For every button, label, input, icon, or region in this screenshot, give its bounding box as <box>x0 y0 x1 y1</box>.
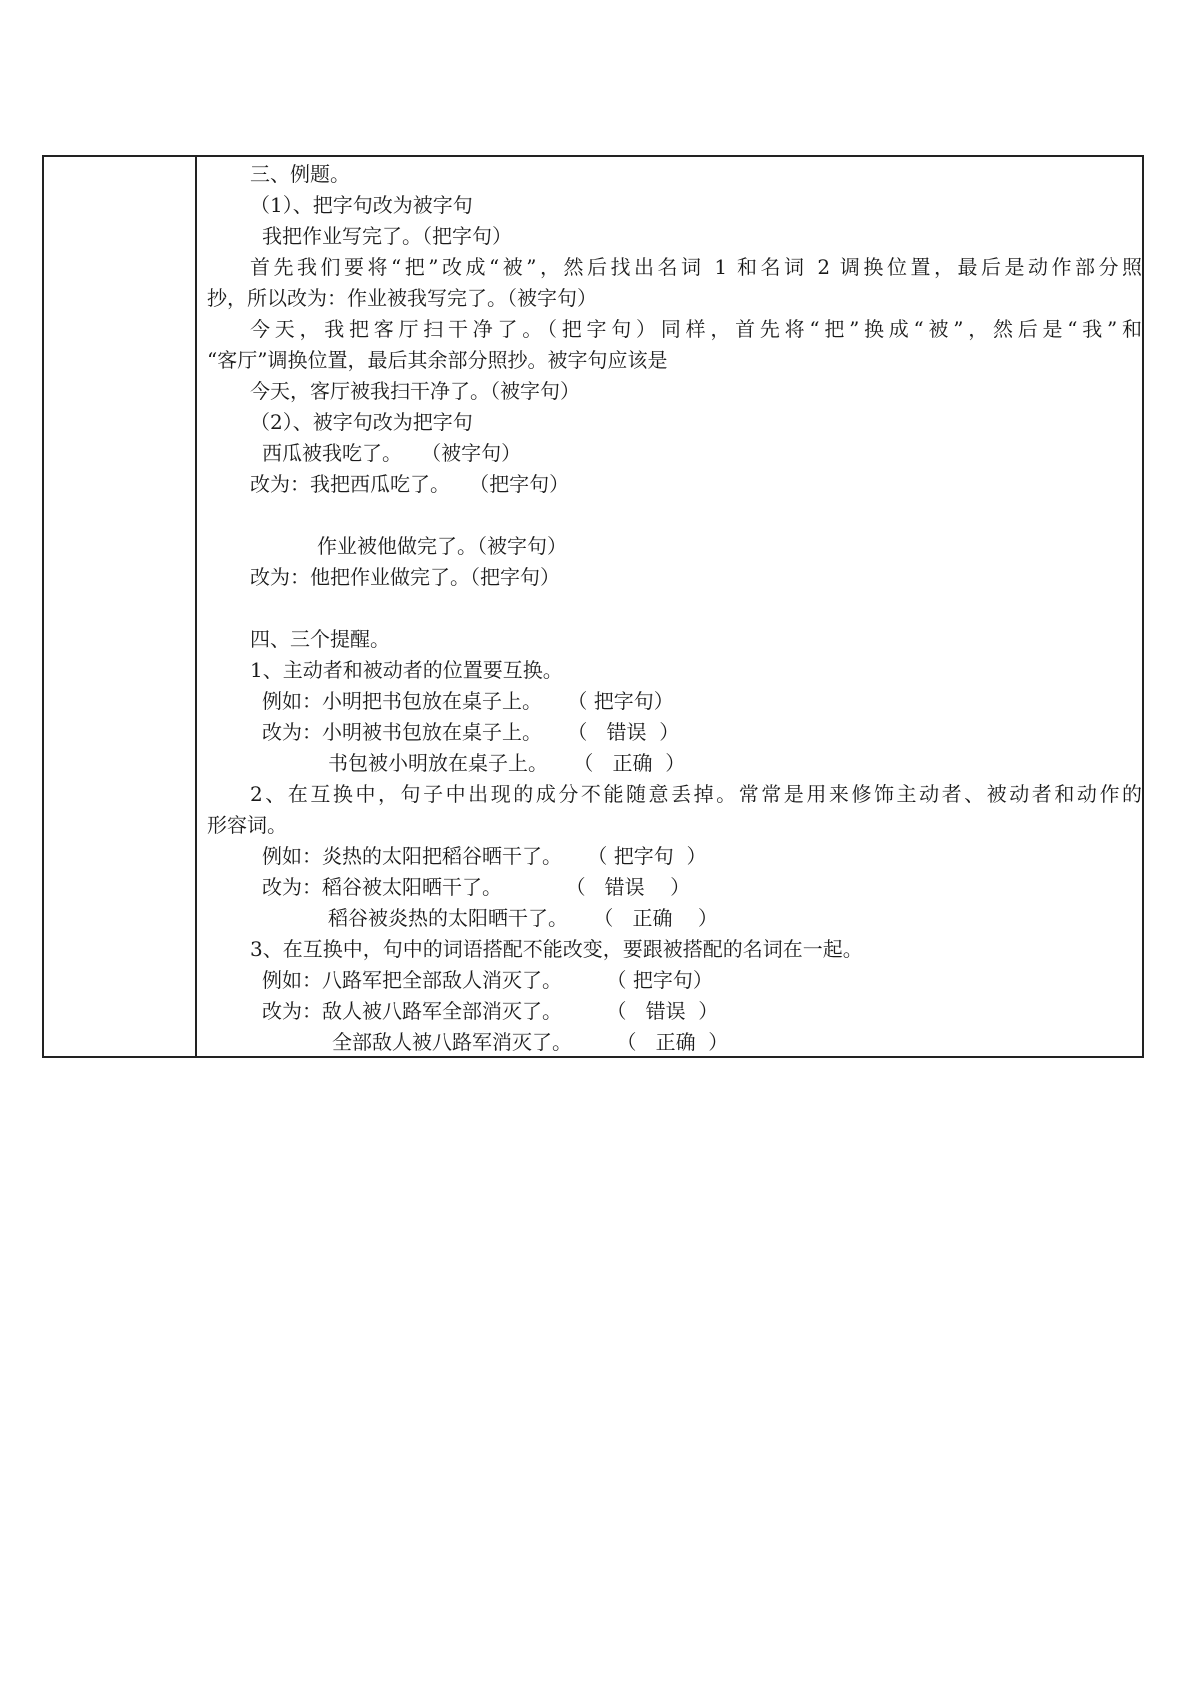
text-line: （1）、把字句改为被字句 <box>250 193 473 217</box>
text-line: 全部敌人被八路军消灭了。 （ 正确 ） <box>332 1030 729 1054</box>
text-line: 改为：我把西瓜吃了。 （把字句） <box>250 472 570 496</box>
text-line: 我把作业写完了。（把字句） <box>262 224 512 248</box>
text-line: 四、三个提醒。 <box>250 627 390 651</box>
text-line: 今天，我把客厅扫干净了。（把字句）同样，首先将“把”换成“被”，然后是“我”和 <box>250 317 1142 341</box>
text-line: 西瓜被我吃了。 （被字句） <box>262 441 522 465</box>
text-line: 2、在互换中，句子中出现的成分不能随意丢掉。常常是用来修饰主动者、被动者和动作的 <box>250 782 1142 806</box>
text-line: 首先我们要将“把”改成“被”，然后找出名词 1 和名词 2 调换位置，最后是动作部分照 <box>250 255 1142 279</box>
table-label-cell <box>44 157 197 1056</box>
text-line: 3、在互换中，句中的词语搭配不能改变，要跟被搭配的名词在一起。 <box>250 937 863 961</box>
text-line: 三、例题。 <box>250 162 350 186</box>
text-line: 改为：敌人被八路军全部消灭了。 （ 错误 ） <box>262 999 719 1023</box>
text-line: 形容词。 <box>207 813 287 837</box>
text-line: 改为：小明被书包放在桌子上。 （ 错误 ） <box>262 720 680 744</box>
text-line: 作业被他做完了。（被字句） <box>317 534 567 558</box>
text-line: 例如：炎热的太阳把稻谷晒干了。 （ 把字句 ） <box>262 844 707 868</box>
text-line: 书包被小明放在桌子上。 （ 正确 ） <box>328 751 686 775</box>
text-line: 例如：八路军把全部敌人消灭了。 （ 把字句） <box>262 968 713 992</box>
text-line: 1、主动者和被动者的位置要互换。 <box>250 658 563 682</box>
text-line: 今天，客厅被我扫干净了。（被字句） <box>250 379 580 403</box>
text-line: 抄，所以改为：作业被我写完了。（被字句） <box>207 286 597 310</box>
text-line: 稻谷被炎热的太阳晒干了。 （ 正确 ） <box>328 906 718 930</box>
text-line: 改为：他把作业做完了。（把字句） <box>250 565 560 589</box>
text-line: 改为：稻谷被太阳晒干了。 （ 错误 ） <box>262 875 691 899</box>
text-line: （2）、被字句改为把字句 <box>250 410 473 434</box>
text-line: “客厅”调换位置，最后其余部分照抄。被字句应该是 <box>207 348 668 372</box>
text-line: 例如：小明把书包放在桌子上。 （ 把字句） <box>262 689 674 713</box>
